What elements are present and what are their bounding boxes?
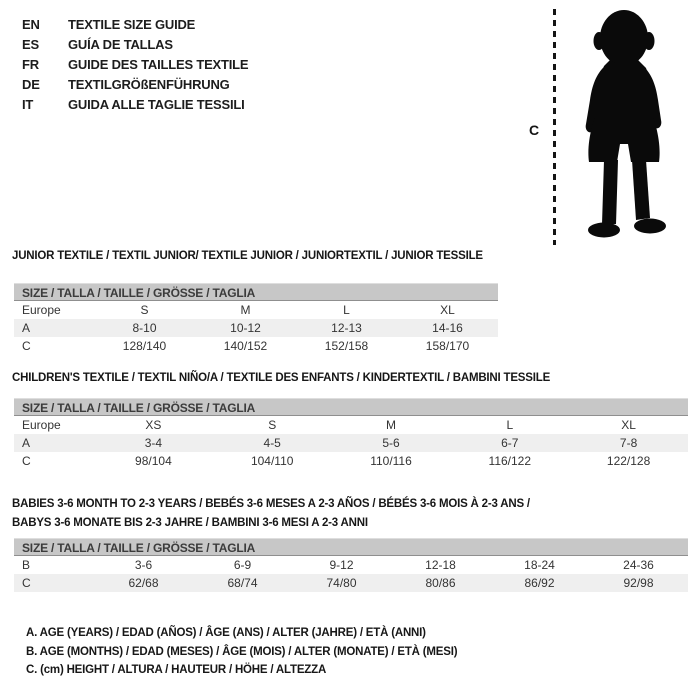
table-cell: L bbox=[506, 418, 514, 432]
table-cell: 128/140 bbox=[122, 339, 167, 353]
table-cell: 6-7 bbox=[501, 436, 519, 450]
table-cell: XL bbox=[440, 303, 455, 317]
size-header-bar: SIZE / TALLA / TAILLE / GRÖSSE / TAGLIA bbox=[14, 398, 688, 416]
table-row bbox=[14, 452, 688, 470]
table-title-line: CHILDREN'S TEXTILE / TEXTIL NIÑO/A / TEXTILE DES ENFANTS / KINDERTEXTIL / BAMBINI TESSILE bbox=[12, 372, 551, 384]
table-cell: S bbox=[140, 303, 149, 317]
table-cell: 8-10 bbox=[132, 321, 157, 335]
table-cell: 18-24 bbox=[524, 558, 555, 572]
row-label: Europe bbox=[22, 303, 61, 317]
table-cell: 62/68 bbox=[128, 576, 159, 590]
language-row bbox=[22, 35, 248, 55]
row-label: B bbox=[22, 558, 31, 572]
table-cell: L bbox=[343, 303, 350, 317]
table-cell: 122/128 bbox=[606, 454, 651, 468]
junior-size-table bbox=[14, 283, 498, 355]
table-title-line: BABIES 3-6 MONTH TO 2-3 YEARS / BEBÉS 3-6 MESES A 2-3 AÑOS / BÉBÉS 3-6 MOIS À 2-3 ANS / bbox=[12, 498, 530, 510]
table-cell: 104/110 bbox=[250, 454, 294, 468]
table-cell: 10-12 bbox=[230, 321, 261, 335]
table-cell: 68/74 bbox=[227, 576, 258, 590]
language-row bbox=[22, 15, 248, 35]
language-row bbox=[22, 95, 248, 115]
table-cell: 5-6 bbox=[382, 436, 400, 450]
language-code: EN bbox=[22, 17, 40, 32]
table-cell: 12-18 bbox=[425, 558, 456, 572]
table-cell: 110/116 bbox=[370, 454, 412, 468]
table-cell: S bbox=[268, 418, 277, 432]
language-label: TEXTILE SIZE GUIDE bbox=[68, 17, 196, 32]
table-row bbox=[14, 337, 498, 355]
language-label: TEXTILGRÖßENFÜHRUNG bbox=[68, 77, 230, 92]
language-label: GUÍA DE TALLAS bbox=[68, 37, 173, 52]
table-cell: 158/170 bbox=[425, 339, 470, 353]
table-row bbox=[14, 574, 688, 592]
size-header-bar: SIZE / TALLA / TAILLE / GRÖSSE / TAGLIA bbox=[14, 538, 688, 556]
table-row bbox=[14, 434, 688, 452]
table-cell: 9-12 bbox=[329, 558, 354, 572]
legend-line: C. (cm) HEIGHT / ALTURA / HAUTEUR / HÖHE / ALTEZZA bbox=[26, 664, 327, 676]
children-table-title bbox=[12, 369, 550, 388]
table-cell: 6-9 bbox=[233, 558, 252, 572]
table-cell: 3-6 bbox=[134, 558, 153, 572]
table-cell: 74/80 bbox=[326, 576, 357, 590]
table-cell: 140/152 bbox=[223, 339, 268, 353]
language-code: FR bbox=[22, 57, 39, 72]
babies-table-title bbox=[12, 495, 530, 533]
size-header-bar: SIZE / TALLA / TAILLE / GRÖSSE / TAGLIA bbox=[14, 283, 498, 301]
language-row bbox=[22, 75, 248, 95]
language-code: IT bbox=[22, 97, 34, 112]
table-cell: 7-8 bbox=[619, 436, 638, 450]
table-cell: M bbox=[240, 303, 251, 317]
table-cell: XS bbox=[145, 418, 162, 432]
table-title-line: JUNIOR TEXTILE / TEXTIL JUNIOR/ TEXTILE JUNIOR / JUNIORTEXTIL / JUNIOR TESSILE bbox=[12, 250, 483, 262]
height-dashed-line bbox=[553, 9, 556, 245]
table-cell: M bbox=[385, 418, 396, 432]
junior-table-title bbox=[12, 247, 483, 266]
language-label: GUIDA ALLE TAGLIE TESSILI bbox=[68, 97, 245, 112]
table-row bbox=[14, 556, 688, 574]
table-cell: 86/92 bbox=[524, 576, 555, 590]
babies-size-table bbox=[14, 538, 688, 592]
table-row bbox=[14, 301, 498, 319]
table-cell: 98/104 bbox=[135, 454, 172, 468]
toddler-silhouette-icon bbox=[560, 6, 690, 246]
legend-line: A. AGE (YEARS) / EDAD (AÑOS) / ÂGE (ANS) / ALTER (JAHRE) / ETÀ (ANNI) bbox=[26, 627, 426, 639]
table-cell: 24-36 bbox=[623, 558, 654, 572]
table-cell: 14-16 bbox=[432, 321, 463, 335]
row-label: C bbox=[22, 576, 31, 590]
table-title-line: BABYS 3-6 MONATE BIS 2-3 JAHRE / BAMBINI 3-6 MESI A 2-3 ANNI bbox=[12, 517, 368, 529]
row-label: A bbox=[22, 436, 31, 450]
language-code: DE bbox=[22, 77, 40, 92]
language-label: GUIDE DES TAILLES TEXTILE bbox=[68, 57, 249, 72]
language-code: ES bbox=[22, 37, 39, 52]
height-marker-label: C bbox=[529, 122, 540, 138]
table-row bbox=[14, 416, 688, 434]
table-cell: 80/86 bbox=[425, 576, 456, 590]
table-cell: 116/122 bbox=[488, 454, 532, 468]
table-cell: 12-13 bbox=[331, 321, 362, 335]
row-label: A bbox=[22, 321, 31, 335]
legend bbox=[26, 624, 457, 680]
table-cell: 3-4 bbox=[144, 436, 163, 450]
language-row bbox=[22, 55, 248, 75]
table-row bbox=[14, 319, 498, 337]
table-cell: XL bbox=[621, 418, 636, 432]
legend-line: B. AGE (MONTHS) / EDAD (MESES) / ÂGE (MOIS) / ALTER (MONATE) / ETÀ (MESI) bbox=[26, 645, 458, 658]
row-label: Europe bbox=[22, 418, 61, 432]
table-cell: 152/158 bbox=[324, 339, 369, 353]
table-cell: 92/98 bbox=[623, 576, 654, 590]
language-list bbox=[22, 15, 248, 115]
table-cell: 4-5 bbox=[263, 436, 281, 450]
row-label: C bbox=[22, 339, 31, 353]
row-label: C bbox=[22, 454, 31, 468]
children-size-table bbox=[14, 398, 688, 470]
